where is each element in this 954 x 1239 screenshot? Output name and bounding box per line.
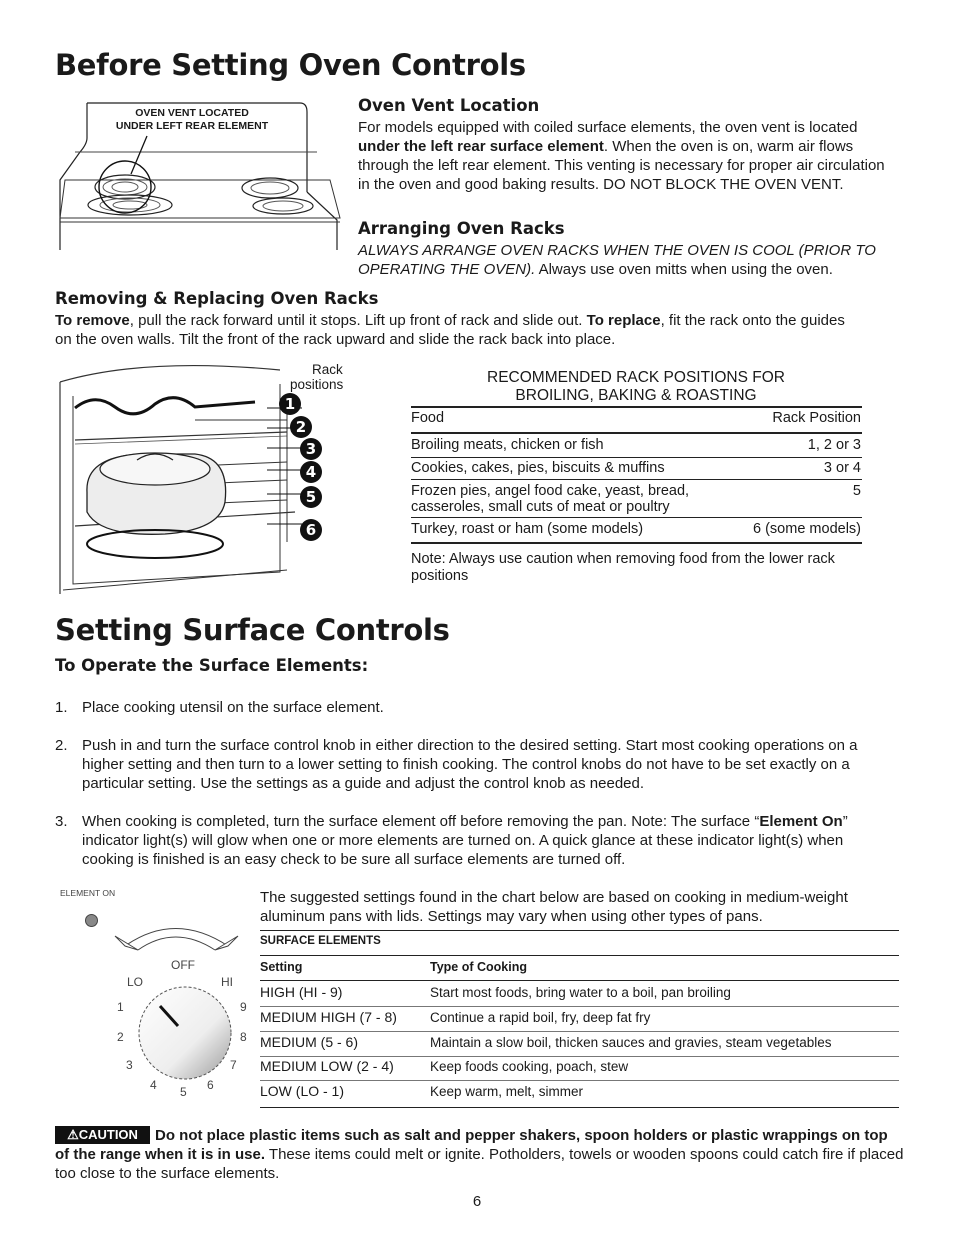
knob-mark-3: 3: [126, 1058, 133, 1072]
surface-row-1-setting: HIGH (HI - 9): [260, 984, 343, 1000]
rotation-arrow-icon: [110, 906, 245, 961]
remove-heading: Removing & Replacing Oven Racks: [55, 289, 379, 308]
remove-paragraph: [55, 311, 915, 349]
oven-section-title: Before Setting Oven Controls: [55, 48, 526, 82]
rack-row-4-position: 6 (some models): [753, 521, 861, 537]
knob-mark-9: 9: [240, 1000, 247, 1014]
rack-row-2-food: Cookies, cakes, pies, biscuits & muffins: [411, 460, 665, 476]
racks-line2: OPERATING THE OVEN). Always use oven mitts when using the oven.: [358, 261, 833, 278]
rack-table-col-position: Rack Position: [772, 410, 861, 426]
surface-col-setting: Setting: [260, 960, 303, 974]
surface-row-3-type: Maintain a slow boil, thicken sauces and gravies, steam vegetables: [430, 1035, 832, 1050]
knob-mark-1: 1: [117, 1000, 124, 1014]
caution-badge: ⚠CAUTION: [55, 1126, 150, 1144]
rack-positions-label: [290, 362, 343, 392]
element-on-label: ELEMENT ON: [60, 888, 116, 898]
surface-row-4-type: Keep foods cooking, poach, stew: [430, 1059, 629, 1074]
surface-col-type: Type of Cooking: [430, 960, 527, 974]
rack-position-6: 6: [300, 519, 322, 541]
vent-line4: in the oven and good baking results. DO NOT BLOCK THE OVEN VENT.: [358, 176, 844, 193]
rack-row-1-position: 1, 2 or 3: [807, 437, 861, 453]
vent-callout: [92, 107, 292, 133]
rack-table-col-food: Food: [411, 410, 445, 426]
knob-off-label: OFF: [171, 958, 195, 972]
knob-mark-5: 5: [180, 1085, 187, 1099]
surface-section-title: Setting Surface Controls: [55, 613, 450, 647]
rack-position-3: 3: [300, 438, 322, 460]
surface-row-5-setting: LOW (LO - 1): [260, 1083, 345, 1099]
vent-line3: through the left rear element. This venting is necessary for proper air circulation: [358, 157, 885, 174]
surface-row-3-setting: MEDIUM (5 - 6): [260, 1034, 358, 1050]
vent-heading: Oven Vent Location: [358, 96, 540, 115]
knob-mark-6: 6: [207, 1078, 214, 1092]
rack-table-title1: RECOMMENDED RACK POSITIONS FOR: [487, 369, 785, 386]
rack-position-1: 1: [279, 393, 301, 415]
control-knob-icon: [130, 978, 240, 1088]
vent-paragraph: [358, 118, 918, 194]
knob-mark-8: 8: [240, 1030, 247, 1044]
page-number: 6: [472, 1193, 482, 1210]
surface-row-2-type: Continue a rapid boil, fry, deep fat fry: [430, 1010, 651, 1025]
surface-table-title: SURFACE ELEMENTS: [260, 935, 381, 947]
remove-line2: on the oven walls. Tilt the front of the rack upward and slide the rack back into place.: [55, 331, 616, 348]
rack-position-5: 5: [300, 486, 322, 508]
racks-paragraph: [358, 241, 928, 279]
vent-line2: under the left rear surface element. When the oven is on, warm air flows: [358, 138, 854, 155]
step-3: 3. When cooking is completed, turn the surface element off before removing the pan. Note: The surface “Element On” indicator light(s) will glow when one or more elements are turned on. A quick glance at these indicator light(s) when cooking is finished is an easy check to be sure all surface elements are turned off.: [55, 813, 848, 868]
rack-table-title2: BROILING, BAKING & ROASTING: [515, 387, 757, 404]
step-2: 2. Push in and turn the surface control knob in either direction to the desired setting. Start most cooking operations on a higher setting and then turn to a lower setting to finish cooking. The control knobs do not have to be set exactly on a particular setting. Use the settings as a guide and adjust the control knob as needed.: [55, 737, 858, 792]
rack-label-line2: positions: [290, 377, 344, 392]
rack-position-2: 2: [290, 416, 312, 438]
surface-subheading: To Operate the Surface Elements:: [55, 656, 369, 675]
knob-mark-4: 4: [150, 1078, 157, 1092]
rack-label-line1: Rack: [312, 362, 343, 377]
oven-rack-illustration: [55, 362, 345, 600]
rack-row-3-position: 5: [852, 483, 861, 499]
rack-row-2-position: 3 or 4: [823, 460, 861, 476]
vent-callout-line1: OVEN VENT LOCATED: [135, 107, 249, 119]
surface-row-5-type: Keep warm, melt, simmer: [430, 1084, 584, 1099]
surface-row-4-setting: MEDIUM LOW (2 - 4): [260, 1058, 394, 1074]
rack-row-4-food: Turkey, roast or ham (some models): [411, 521, 644, 537]
surface-row-1-type: Start most foods, bring water to a boil, pan broiling: [430, 985, 731, 1000]
warning-triangle-icon: ⚠: [67, 1127, 79, 1142]
knob-lo-label: LO: [127, 975, 144, 989]
surface-row-2-setting: MEDIUM HIGH (7 - 8): [260, 1009, 397, 1025]
racks-heading: Arranging Oven Racks: [358, 219, 565, 238]
rack-table-title: [411, 369, 861, 405]
rack-position-4: 4: [300, 461, 322, 483]
caution-text: Do not place plastic items such as salt and pepper shakers, spoon holders or plastic wrappings on top of the range when it is in use. These items could melt or ignite. Potholders, towels or wooden spoons could catch fire if placed too close to the surface elements.: [55, 1127, 904, 1182]
vent-line1: For models equipped with coiled surface elements, the oven vent is located: [358, 119, 858, 136]
racks-line1: ALWAYS ARRANGE OVEN RACKS WHEN THE OVEN IS COOL (PRIOR TO: [358, 242, 876, 259]
element-on-indicator-light: [85, 914, 98, 927]
vent-callout-line2: UNDER LEFT REAR ELEMENT: [115, 120, 269, 132]
rack-row-1-food: Broiling meats, chicken or fish: [411, 437, 604, 453]
suggested-settings-text: The suggested settings found in the chart below are based on cooking in medium-weight aluminum pans with lids. Settings may vary when using other types of pans.: [260, 889, 848, 925]
rack-table-note: Note: Always use caution when removing food from the lower rack positions: [411, 551, 835, 584]
remove-line1: To remove, pull the rack forward until it stops. Lift up front of rack and slide out. To replace, fit the rack onto the guides: [55, 312, 845, 329]
knob-mark-7: 7: [230, 1058, 237, 1072]
rack-row-3-food: Frozen pies, angel food cake, yeast, bread, casseroles, small cuts of meat or poultry: [411, 483, 690, 515]
knob-hi-label: HI: [221, 975, 233, 989]
knob-mark-2: 2: [117, 1030, 124, 1044]
